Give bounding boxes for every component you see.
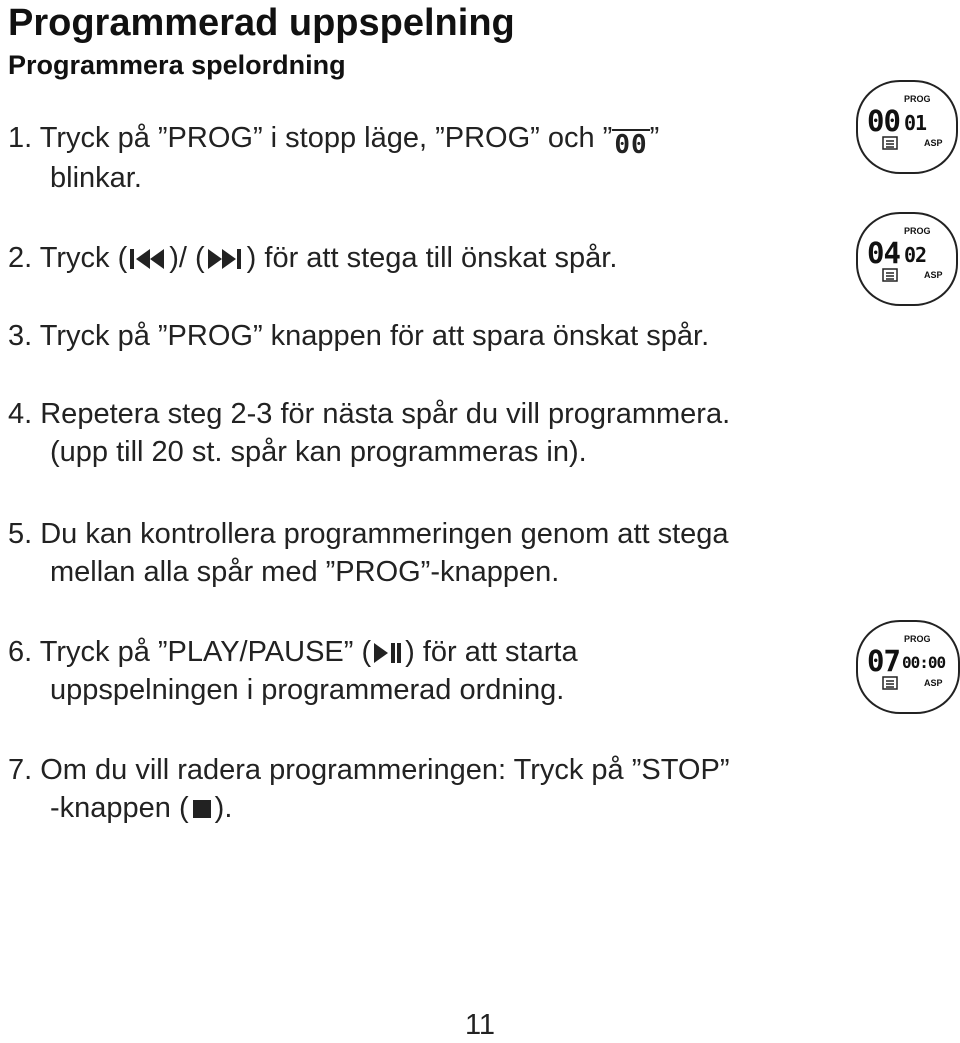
disc-stack-icon [882, 268, 898, 287]
step-7 [8, 751, 848, 827]
lcd-display-1 [856, 80, 958, 174]
step-1-line-2: blinkar. [50, 162, 142, 194]
lcd-display-2 [856, 212, 958, 306]
step-6-text-post: ) för att starta [405, 636, 578, 668]
step-2-text-pre: 2. Tryck ( [8, 242, 128, 274]
lcd-display-3 [856, 620, 960, 714]
step-2-line-1 [8, 239, 848, 277]
step-6 [8, 633, 848, 709]
step-7-line-1: 7. Om du vill radera programmeringen: Tryck på ”STOP” [8, 754, 730, 786]
step-1-quote-close: ” [649, 122, 660, 154]
step-5 [8, 515, 848, 591]
step-7-line-2 [8, 789, 848, 827]
stop-icon [190, 797, 214, 821]
step-6-text-pre: 6. Tryck på ”PLAY/PAUSE” ( [8, 636, 372, 668]
step-2 [8, 239, 848, 277]
lcd-prog-label: PROG [904, 94, 931, 104]
step-6-line-1 [8, 633, 848, 671]
lcd-asp-label: ASP [924, 678, 943, 688]
next-track-icon [206, 247, 246, 271]
page-number: 11 [464, 1009, 496, 1041]
step-4-line-1: 4. Repetera steg 2-3 för nästa spår du vill programmera. [8, 398, 731, 430]
lcd-time-digits: 00:00 [902, 653, 946, 672]
step-7-text-post: ). [214, 792, 233, 824]
step-3-line-1: 3. Tryck på ”PROG” knappen för att spara önskat spår. [8, 320, 710, 352]
lcd-prog-label: PROG [904, 226, 931, 236]
step-6-line-2: uppspelningen i programmerad ordning. [50, 674, 565, 706]
lcd-sub-digits: 02 [904, 243, 927, 267]
lcd-sub-digits: 01 [904, 111, 927, 135]
blinking-display-digits: 00 [614, 130, 648, 160]
play-pause-icon [372, 641, 404, 665]
lcd-main-digits: 00 [867, 104, 900, 138]
lcd-asp-label: ASP [924, 138, 943, 148]
lcd-main-digits: 07 [867, 644, 900, 678]
step-4-line-2: (upp till 20 st. spår kan programmeras in). [50, 436, 587, 468]
previous-track-icon [128, 247, 168, 271]
step-7-text-pre: -knappen ( [50, 792, 189, 824]
step-2-text-post: ) för att stega till önskat spår. [246, 242, 618, 274]
step-5-line-1: 5. Du kan kontrollera programmeringen genom att stega [8, 518, 729, 550]
lcd-prog-label: PROG [904, 634, 931, 644]
disc-stack-icon [882, 136, 898, 155]
step-1 [8, 119, 848, 197]
page-subtitle: Programmera spelordning [8, 50, 346, 80]
step-1-line-1 [8, 119, 848, 159]
page-title: Programmerad uppspelning [8, 2, 515, 44]
step-3 [8, 317, 848, 355]
step-5-line-2: mellan alla spår med ”PROG”-knappen. [50, 556, 560, 588]
disc-stack-icon [882, 676, 898, 695]
step-4 [8, 395, 848, 471]
lcd-asp-label: ASP [924, 270, 943, 280]
lcd-main-digits: 04 [867, 236, 900, 270]
step-1-text: 1. Tryck på ”PROG” i stopp läge, ”PROG” och ” [8, 122, 613, 154]
step-2-text-mid: )/ ( [169, 242, 205, 274]
